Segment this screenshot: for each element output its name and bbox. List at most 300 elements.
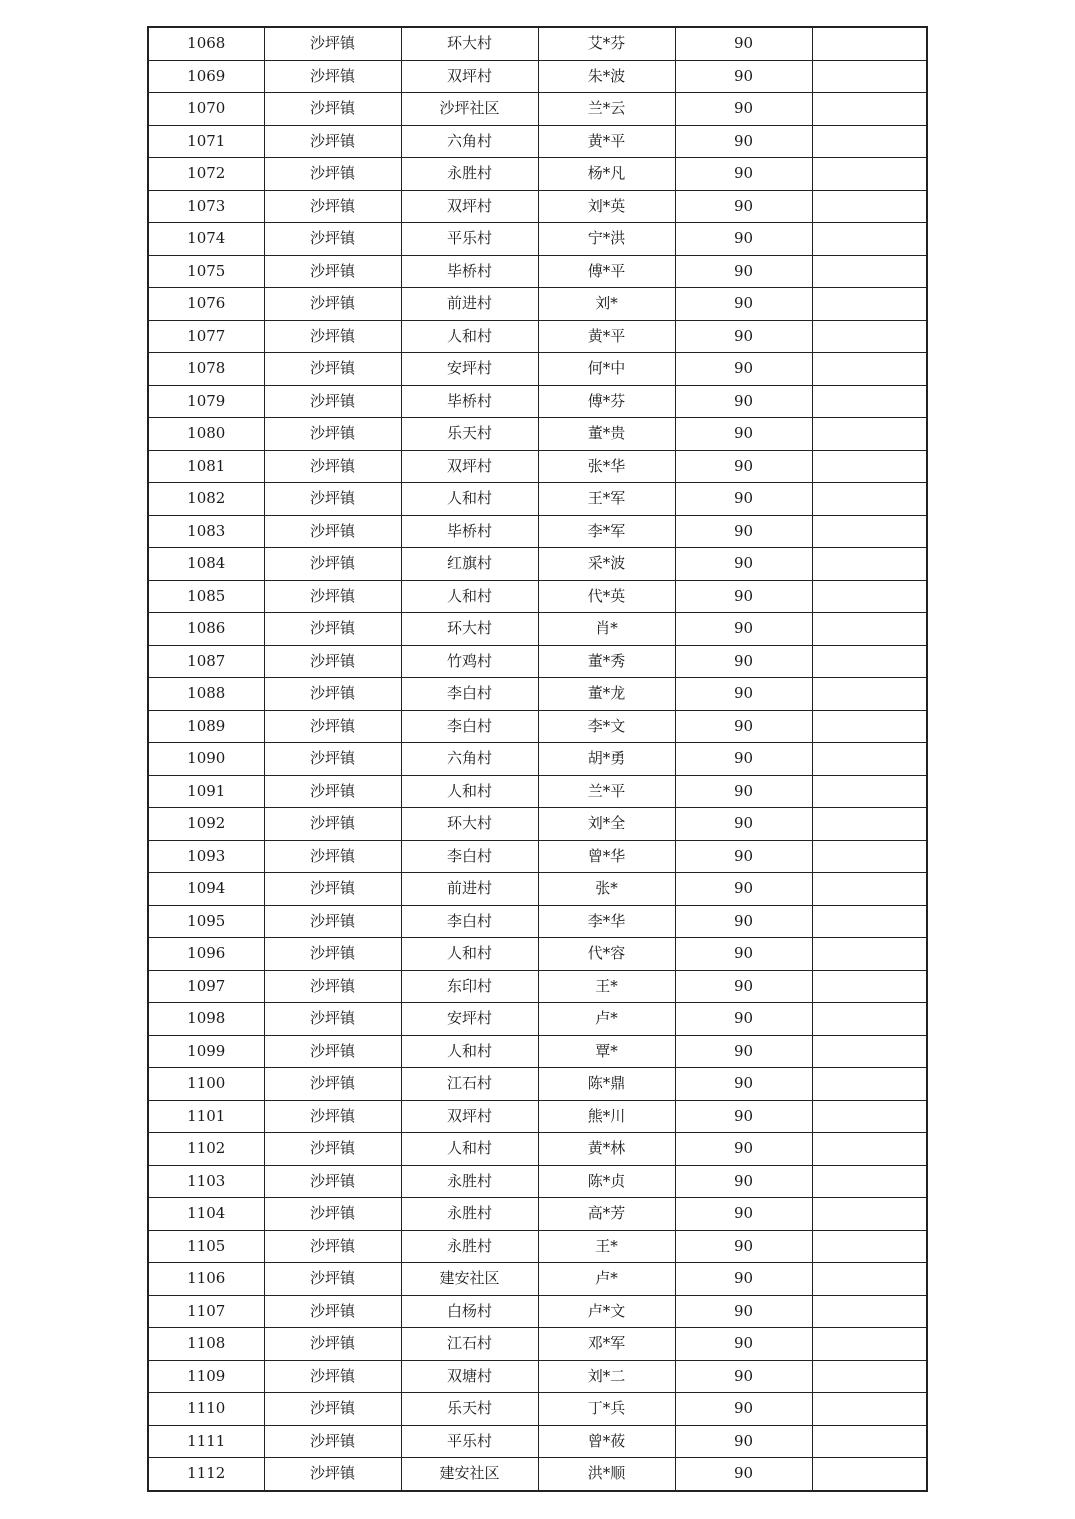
remark-cell [812, 483, 927, 516]
table-row [148, 1003, 927, 1036]
amount-cell: 90 [675, 27, 812, 60]
row-number-cell: 1090 [148, 743, 264, 776]
village-cell: 双坪村 [401, 1100, 538, 1133]
table-row [148, 970, 927, 1003]
village-cell: 毕桥村 [401, 255, 538, 288]
amount-cell: 90 [675, 1295, 812, 1328]
amount-cell: 90 [675, 1360, 812, 1393]
amount-cell: 90 [675, 613, 812, 646]
row-number-cell: 1080 [148, 418, 264, 451]
table-row [148, 645, 927, 678]
town-cell: 沙坪镇 [264, 288, 401, 321]
table-row [148, 1230, 927, 1263]
row-number-cell: 1072 [148, 158, 264, 191]
name-cell: 卢* [538, 1003, 675, 1036]
town-cell: 沙坪镇 [264, 970, 401, 1003]
table-row [148, 418, 927, 451]
remark-cell [812, 1425, 927, 1458]
amount-cell: 90 [675, 938, 812, 971]
village-cell: 人和村 [401, 483, 538, 516]
name-cell: 丁*兵 [538, 1393, 675, 1426]
name-cell: 傅*芬 [538, 385, 675, 418]
name-cell: 肖* [538, 613, 675, 646]
name-cell: 艾*芬 [538, 27, 675, 60]
village-cell: 建安社区 [401, 1458, 538, 1491]
remark-cell [812, 613, 927, 646]
amount-cell: 90 [675, 125, 812, 158]
row-number-cell: 1108 [148, 1328, 264, 1361]
remark-cell [812, 255, 927, 288]
row-number-cell: 1089 [148, 710, 264, 743]
amount-cell: 90 [675, 1393, 812, 1426]
town-cell: 沙坪镇 [264, 1035, 401, 1068]
amount-cell: 90 [675, 288, 812, 321]
row-number-cell: 1110 [148, 1393, 264, 1426]
row-number-cell: 1112 [148, 1458, 264, 1491]
village-cell: 六角村 [401, 743, 538, 776]
amount-cell: 90 [675, 255, 812, 288]
village-cell: 人和村 [401, 1133, 538, 1166]
village-cell: 双塘村 [401, 1360, 538, 1393]
table-row [148, 60, 927, 93]
remark-cell [812, 775, 927, 808]
table-row [148, 320, 927, 353]
village-cell: 前进村 [401, 288, 538, 321]
town-cell: 沙坪镇 [264, 580, 401, 613]
remark-cell [812, 580, 927, 613]
remark-cell [812, 125, 927, 158]
table-row [148, 808, 927, 841]
row-number-cell: 1098 [148, 1003, 264, 1036]
name-cell: 陈*贞 [538, 1165, 675, 1198]
name-cell: 王* [538, 1230, 675, 1263]
village-cell: 竹鸡村 [401, 645, 538, 678]
table-row [148, 710, 927, 743]
village-cell: 乐天村 [401, 1393, 538, 1426]
row-number-cell: 1109 [148, 1360, 264, 1393]
table-row [148, 1068, 927, 1101]
amount-cell: 90 [675, 873, 812, 906]
name-cell: 黄*平 [538, 320, 675, 353]
remark-cell [812, 385, 927, 418]
amount-cell: 90 [675, 1198, 812, 1231]
name-cell: 兰*云 [538, 93, 675, 126]
row-number-cell: 1069 [148, 60, 264, 93]
name-cell: 熊*川 [538, 1100, 675, 1133]
table-row [148, 678, 927, 711]
remark-cell [812, 710, 927, 743]
row-number-cell: 1091 [148, 775, 264, 808]
name-cell: 刘*英 [538, 190, 675, 223]
remark-cell [812, 808, 927, 841]
name-cell: 兰*平 [538, 775, 675, 808]
name-cell: 黄*平 [538, 125, 675, 158]
amount-cell: 90 [675, 223, 812, 256]
name-cell: 李*军 [538, 515, 675, 548]
amount-cell: 90 [675, 1068, 812, 1101]
town-cell: 沙坪镇 [264, 678, 401, 711]
table-row [148, 1360, 927, 1393]
town-cell: 沙坪镇 [264, 743, 401, 776]
row-number-cell: 1083 [148, 515, 264, 548]
name-cell: 张* [538, 873, 675, 906]
table-row [148, 613, 927, 646]
remark-cell [812, 970, 927, 1003]
town-cell: 沙坪镇 [264, 1425, 401, 1458]
town-cell: 沙坪镇 [264, 450, 401, 483]
row-number-cell: 1088 [148, 678, 264, 711]
name-cell: 洪*顺 [538, 1458, 675, 1491]
remark-cell [812, 1263, 927, 1296]
amount-cell: 90 [675, 93, 812, 126]
row-number-cell: 1077 [148, 320, 264, 353]
table-row [148, 353, 927, 386]
amount-cell: 90 [675, 450, 812, 483]
remark-cell [812, 1035, 927, 1068]
village-cell: 六角村 [401, 125, 538, 158]
amount-cell: 90 [675, 775, 812, 808]
table-row [148, 743, 927, 776]
amount-cell: 90 [675, 905, 812, 938]
name-cell: 王*军 [538, 483, 675, 516]
town-cell: 沙坪镇 [264, 320, 401, 353]
row-number-cell: 1106 [148, 1263, 264, 1296]
name-cell: 朱*波 [538, 60, 675, 93]
village-cell: 人和村 [401, 1035, 538, 1068]
name-cell: 邓*军 [538, 1328, 675, 1361]
village-cell: 人和村 [401, 938, 538, 971]
name-cell: 董*秀 [538, 645, 675, 678]
row-number-cell: 1086 [148, 613, 264, 646]
town-cell: 沙坪镇 [264, 483, 401, 516]
amount-cell: 90 [675, 808, 812, 841]
table-row [148, 1198, 927, 1231]
town-cell: 沙坪镇 [264, 223, 401, 256]
village-cell: 永胜村 [401, 1230, 538, 1263]
table-row [148, 1165, 927, 1198]
remark-cell [812, 1133, 927, 1166]
remark-cell [812, 1393, 927, 1426]
table-row [148, 938, 927, 971]
amount-cell: 90 [675, 840, 812, 873]
remark-cell [812, 1458, 927, 1491]
village-cell: 人和村 [401, 775, 538, 808]
village-cell: 李白村 [401, 840, 538, 873]
village-cell: 沙坪社区 [401, 93, 538, 126]
village-cell: 江石村 [401, 1068, 538, 1101]
table-row [148, 483, 927, 516]
table-row [148, 1133, 927, 1166]
remark-cell [812, 1198, 927, 1231]
town-cell: 沙坪镇 [264, 1393, 401, 1426]
remark-cell [812, 1360, 927, 1393]
amount-cell: 90 [675, 710, 812, 743]
row-number-cell: 1079 [148, 385, 264, 418]
row-number-cell: 1093 [148, 840, 264, 873]
row-number-cell: 1075 [148, 255, 264, 288]
name-cell: 覃* [538, 1035, 675, 1068]
amount-cell: 90 [675, 418, 812, 451]
table-row [148, 190, 927, 223]
row-number-cell: 1111 [148, 1425, 264, 1458]
amount-cell: 90 [675, 190, 812, 223]
village-cell: 环大村 [401, 613, 538, 646]
remark-cell [812, 548, 927, 581]
row-number-cell: 1082 [148, 483, 264, 516]
village-cell: 永胜村 [401, 1198, 538, 1231]
name-cell: 傅*平 [538, 255, 675, 288]
town-cell: 沙坪镇 [264, 1068, 401, 1101]
table-row [148, 548, 927, 581]
town-cell: 沙坪镇 [264, 93, 401, 126]
town-cell: 沙坪镇 [264, 1263, 401, 1296]
table-row [148, 1425, 927, 1458]
name-cell: 刘* [538, 288, 675, 321]
amount-cell: 90 [675, 743, 812, 776]
name-cell: 曾*莜 [538, 1425, 675, 1458]
amount-cell: 90 [675, 580, 812, 613]
table-row [148, 27, 927, 60]
name-cell: 杨*凡 [538, 158, 675, 191]
row-number-cell: 1068 [148, 27, 264, 60]
remark-cell [812, 1328, 927, 1361]
name-cell: 董*贵 [538, 418, 675, 451]
town-cell: 沙坪镇 [264, 158, 401, 191]
row-number-cell: 1099 [148, 1035, 264, 1068]
town-cell: 沙坪镇 [264, 938, 401, 971]
remark-cell [812, 223, 927, 256]
name-cell: 刘*全 [538, 808, 675, 841]
remark-cell [812, 938, 927, 971]
table-row [148, 1263, 927, 1296]
remark-cell [812, 158, 927, 191]
table-row [148, 255, 927, 288]
village-cell: 人和村 [401, 320, 538, 353]
village-cell: 双坪村 [401, 60, 538, 93]
amount-cell: 90 [675, 1328, 812, 1361]
name-cell: 卢* [538, 1263, 675, 1296]
remark-cell [812, 418, 927, 451]
table-row [148, 905, 927, 938]
village-cell: 建安社区 [401, 1263, 538, 1296]
data-table [147, 26, 928, 1492]
name-cell: 代*英 [538, 580, 675, 613]
village-cell: 毕桥村 [401, 515, 538, 548]
table-row [148, 1295, 927, 1328]
amount-cell: 90 [675, 385, 812, 418]
amount-cell: 90 [675, 353, 812, 386]
town-cell: 沙坪镇 [264, 548, 401, 581]
village-cell: 人和村 [401, 580, 538, 613]
table-row [148, 158, 927, 191]
name-cell: 胡*勇 [538, 743, 675, 776]
row-number-cell: 1076 [148, 288, 264, 321]
row-number-cell: 1078 [148, 353, 264, 386]
village-cell: 双坪村 [401, 190, 538, 223]
town-cell: 沙坪镇 [264, 418, 401, 451]
town-cell: 沙坪镇 [264, 1230, 401, 1263]
village-cell: 东印村 [401, 970, 538, 1003]
village-cell: 永胜村 [401, 158, 538, 191]
town-cell: 沙坪镇 [264, 1165, 401, 1198]
village-cell: 毕桥村 [401, 385, 538, 418]
amount-cell: 90 [675, 1100, 812, 1133]
amount-cell: 90 [675, 320, 812, 353]
row-number-cell: 1101 [148, 1100, 264, 1133]
amount-cell: 90 [675, 1425, 812, 1458]
row-number-cell: 1096 [148, 938, 264, 971]
table-row [148, 1458, 927, 1491]
name-cell: 高*芳 [538, 1198, 675, 1231]
name-cell: 宁*洪 [538, 223, 675, 256]
remark-cell [812, 678, 927, 711]
amount-cell: 90 [675, 1230, 812, 1263]
remark-cell [812, 288, 927, 321]
amount-cell: 90 [675, 1458, 812, 1491]
name-cell: 卢*文 [538, 1295, 675, 1328]
table-row [148, 840, 927, 873]
village-cell: 平乐村 [401, 1425, 538, 1458]
amount-cell: 90 [675, 515, 812, 548]
remark-cell [812, 190, 927, 223]
row-number-cell: 1092 [148, 808, 264, 841]
row-number-cell: 1074 [148, 223, 264, 256]
town-cell: 沙坪镇 [264, 1198, 401, 1231]
amount-cell: 90 [675, 548, 812, 581]
amount-cell: 90 [675, 1003, 812, 1036]
town-cell: 沙坪镇 [264, 190, 401, 223]
table-row [148, 450, 927, 483]
village-cell: 平乐村 [401, 223, 538, 256]
row-number-cell: 1103 [148, 1165, 264, 1198]
table-row [148, 1393, 927, 1426]
remark-cell [812, 450, 927, 483]
row-number-cell: 1104 [148, 1198, 264, 1231]
name-cell: 黄*林 [538, 1133, 675, 1166]
amount-cell: 90 [675, 483, 812, 516]
table-row [148, 1100, 927, 1133]
town-cell: 沙坪镇 [264, 1133, 401, 1166]
town-cell: 沙坪镇 [264, 840, 401, 873]
town-cell: 沙坪镇 [264, 1328, 401, 1361]
table-row [148, 1035, 927, 1068]
village-cell: 江石村 [401, 1328, 538, 1361]
village-cell: 环大村 [401, 808, 538, 841]
amount-cell: 90 [675, 1165, 812, 1198]
row-number-cell: 1073 [148, 190, 264, 223]
village-cell: 双坪村 [401, 450, 538, 483]
town-cell: 沙坪镇 [264, 1360, 401, 1393]
amount-cell: 90 [675, 645, 812, 678]
remark-cell [812, 93, 927, 126]
row-number-cell: 1071 [148, 125, 264, 158]
amount-cell: 90 [675, 158, 812, 191]
amount-cell: 90 [675, 1035, 812, 1068]
table-row [148, 385, 927, 418]
village-cell: 乐天村 [401, 418, 538, 451]
amount-cell: 90 [675, 1263, 812, 1296]
town-cell: 沙坪镇 [264, 710, 401, 743]
amount-cell: 90 [675, 60, 812, 93]
remark-cell [812, 840, 927, 873]
town-cell: 沙坪镇 [264, 1100, 401, 1133]
row-number-cell: 1097 [148, 970, 264, 1003]
town-cell: 沙坪镇 [264, 353, 401, 386]
village-cell: 红旗村 [401, 548, 538, 581]
remark-cell [812, 1230, 927, 1263]
village-cell: 白杨村 [401, 1295, 538, 1328]
remark-cell [812, 1003, 927, 1036]
town-cell: 沙坪镇 [264, 1003, 401, 1036]
remark-cell [812, 320, 927, 353]
town-cell: 沙坪镇 [264, 905, 401, 938]
row-number-cell: 1107 [148, 1295, 264, 1328]
table-body [148, 27, 927, 1491]
town-cell: 沙坪镇 [264, 515, 401, 548]
town-cell: 沙坪镇 [264, 645, 401, 678]
row-number-cell: 1081 [148, 450, 264, 483]
row-number-cell: 1094 [148, 873, 264, 906]
remark-cell [812, 60, 927, 93]
town-cell: 沙坪镇 [264, 1458, 401, 1491]
table-row [148, 223, 927, 256]
row-number-cell: 1105 [148, 1230, 264, 1263]
table-row [148, 1328, 927, 1361]
table-row [148, 515, 927, 548]
name-cell: 李*文 [538, 710, 675, 743]
name-cell: 采*波 [538, 548, 675, 581]
remark-cell [812, 645, 927, 678]
town-cell: 沙坪镇 [264, 385, 401, 418]
town-cell: 沙坪镇 [264, 125, 401, 158]
amount-cell: 90 [675, 970, 812, 1003]
town-cell: 沙坪镇 [264, 775, 401, 808]
table-row [148, 125, 927, 158]
remark-cell [812, 515, 927, 548]
name-cell: 王* [538, 970, 675, 1003]
town-cell: 沙坪镇 [264, 27, 401, 60]
table-row [148, 775, 927, 808]
name-cell: 曾*华 [538, 840, 675, 873]
amount-cell: 90 [675, 1133, 812, 1166]
village-cell: 安坪村 [401, 353, 538, 386]
town-cell: 沙坪镇 [264, 873, 401, 906]
amount-cell: 90 [675, 678, 812, 711]
name-cell: 代*容 [538, 938, 675, 971]
name-cell: 陈*鼎 [538, 1068, 675, 1101]
table-row [148, 93, 927, 126]
row-number-cell: 1084 [148, 548, 264, 581]
row-number-cell: 1100 [148, 1068, 264, 1101]
town-cell: 沙坪镇 [264, 613, 401, 646]
village-cell: 李白村 [401, 678, 538, 711]
town-cell: 沙坪镇 [264, 60, 401, 93]
village-cell: 前进村 [401, 873, 538, 906]
village-cell: 安坪村 [401, 1003, 538, 1036]
row-number-cell: 1087 [148, 645, 264, 678]
name-cell: 李*华 [538, 905, 675, 938]
remark-cell [812, 1295, 927, 1328]
row-number-cell: 1102 [148, 1133, 264, 1166]
remark-cell [812, 1165, 927, 1198]
name-cell: 刘*二 [538, 1360, 675, 1393]
town-cell: 沙坪镇 [264, 1295, 401, 1328]
town-cell: 沙坪镇 [264, 255, 401, 288]
remark-cell [812, 353, 927, 386]
table-row [148, 580, 927, 613]
table-row [148, 873, 927, 906]
remark-cell [812, 873, 927, 906]
